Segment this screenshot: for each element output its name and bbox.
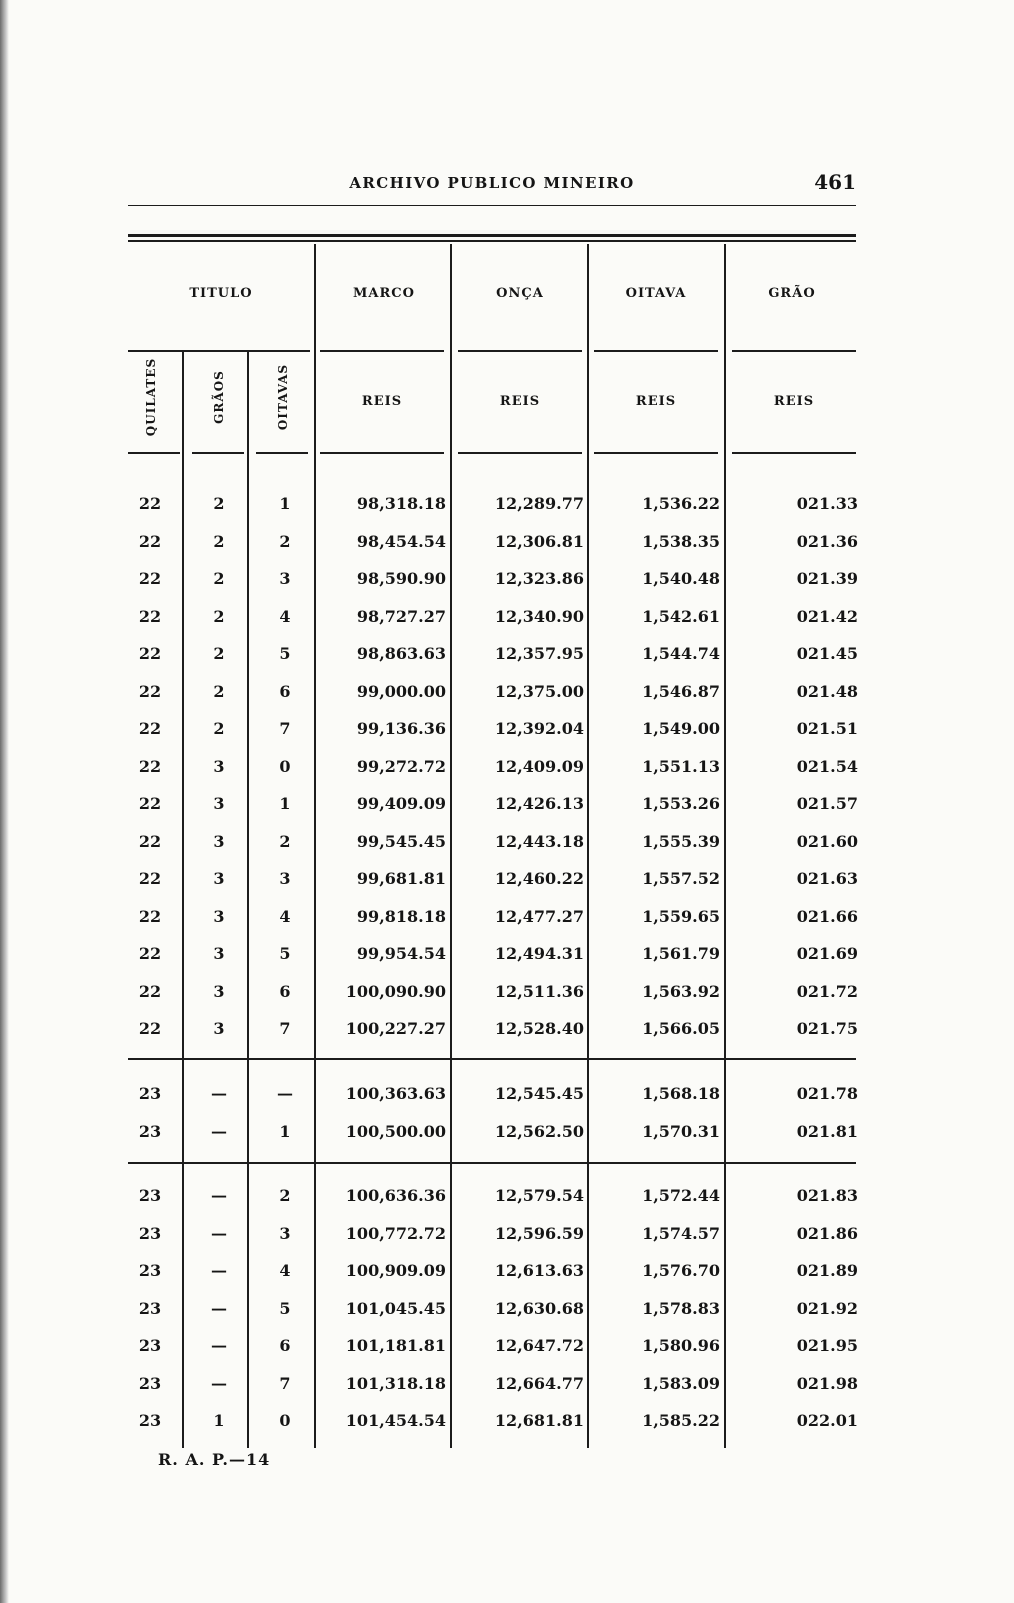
cell-oitavas: — bbox=[277, 1084, 293, 1103]
cell-grao-reis: 021.89 bbox=[796, 1261, 858, 1280]
cell-oitava-reis: 1,583.09 bbox=[642, 1373, 720, 1393]
cell-oitava-reis: 1,576.70 bbox=[642, 1261, 720, 1280]
cell-onca-reis: 12,545.45 bbox=[494, 1084, 584, 1103]
cell-onca-reis: 12,681.81 bbox=[494, 1411, 584, 1430]
cell-quilates: 22 bbox=[138, 719, 162, 738]
cell-oitavas: 7 bbox=[279, 1373, 291, 1393]
cell-graos: — bbox=[211, 1186, 227, 1205]
cell-onca-reis: 12,392.04 bbox=[494, 719, 584, 738]
cell-onca-reis: 12,647.72 bbox=[494, 1336, 584, 1355]
cell-oitava-reis: 1,580.96 bbox=[642, 1336, 720, 1355]
cell-oitavas: 5 bbox=[279, 944, 291, 963]
cell-marco-reis: 98,727.27 bbox=[356, 606, 446, 626]
cell-onca-reis: 12,511.36 bbox=[494, 981, 584, 1001]
running-title: ARCHIVO PUBLICO MINEIRO bbox=[349, 174, 635, 192]
cell-oitava-reis: 1,549.00 bbox=[642, 719, 720, 738]
cell-grao-reis: 021.54 bbox=[796, 756, 858, 776]
header-bottom-rule-2 bbox=[192, 452, 244, 454]
cell-graos: — bbox=[211, 1298, 227, 1318]
cell-onca-reis: 12,562.50 bbox=[494, 1121, 584, 1141]
cell-marco-reis: 98,863.63 bbox=[356, 644, 446, 663]
cell-grao-reis: 021.60 bbox=[796, 831, 858, 851]
cell-marco-reis: 99,000.00 bbox=[356, 681, 446, 701]
cell-graos: 2 bbox=[213, 531, 225, 551]
cell-quilates: 22 bbox=[138, 831, 162, 851]
cell-oitavas: 2 bbox=[279, 831, 291, 851]
cell-oitavas: 0 bbox=[279, 756, 291, 776]
cell-graos: 2 bbox=[213, 494, 225, 513]
cell-onca-reis: 12,494.31 bbox=[494, 944, 584, 963]
cell-marco-reis: 100,227.27 bbox=[345, 1019, 446, 1038]
cell-grao-reis: 021.95 bbox=[796, 1336, 858, 1355]
cell-oitavas: 6 bbox=[279, 1336, 291, 1355]
cell-marco-reis: 100,363.63 bbox=[345, 1084, 446, 1103]
cell-oitava-reis: 1,566.05 bbox=[642, 1019, 720, 1038]
cell-oitava-reis: 1,572.44 bbox=[642, 1186, 720, 1205]
subheader-reis-marco: REIS bbox=[361, 394, 403, 409]
cell-quilates: 23 bbox=[138, 1121, 162, 1141]
cell-graos: 2 bbox=[213, 569, 225, 588]
cell-quilates: 23 bbox=[138, 1084, 162, 1103]
cell-marco-reis: 100,500.00 bbox=[345, 1121, 446, 1141]
cell-grao-reis: 021.57 bbox=[796, 794, 858, 813]
group-rule-1 bbox=[128, 1058, 856, 1060]
cell-quilates: 23 bbox=[138, 1261, 162, 1280]
cell-graos: 3 bbox=[213, 1019, 225, 1038]
cell-marco-reis: 99,545.45 bbox=[356, 831, 446, 851]
header-marco: MARCO bbox=[353, 286, 415, 301]
cell-graos: 2 bbox=[213, 719, 225, 738]
cell-oitavas: 3 bbox=[279, 869, 291, 888]
cell-grao-reis: 021.36 bbox=[796, 531, 858, 551]
header-bottom-rule-5 bbox=[458, 452, 582, 454]
cell-onca-reis: 12,426.13 bbox=[494, 794, 584, 813]
cell-marco-reis: 99,136.36 bbox=[356, 719, 446, 738]
cell-grao-reis: 021.86 bbox=[796, 1223, 858, 1243]
cell-oitavas: 1 bbox=[279, 794, 291, 813]
header-bottom-rule-3 bbox=[256, 452, 308, 454]
cell-oitava-reis: 1,563.92 bbox=[642, 981, 720, 1001]
cell-oitavas: 4 bbox=[279, 1261, 291, 1280]
cell-marco-reis: 99,272.72 bbox=[356, 756, 446, 776]
cell-oitava-reis: 1,568.18 bbox=[642, 1084, 720, 1103]
header-bottom-rule-4 bbox=[320, 452, 444, 454]
header-bottom-rule-6 bbox=[594, 452, 718, 454]
cell-onca-reis: 12,289.77 bbox=[494, 494, 584, 513]
cell-quilates: 22 bbox=[138, 644, 162, 663]
cell-onca-reis: 12,340.90 bbox=[494, 606, 584, 626]
cell-grao-reis: 021.51 bbox=[796, 719, 858, 738]
cell-oitava-reis: 1,574.57 bbox=[642, 1223, 720, 1243]
cell-quilates: 22 bbox=[138, 869, 162, 888]
cell-oitava-reis: 1,544.74 bbox=[642, 644, 720, 663]
cell-quilates: 22 bbox=[138, 569, 162, 588]
cell-graos: — bbox=[211, 1121, 227, 1141]
cell-oitavas: 0 bbox=[279, 1411, 291, 1430]
cell-quilates: 22 bbox=[138, 981, 162, 1001]
cell-oitava-reis: 1,561.79 bbox=[642, 944, 720, 963]
cell-grao-reis: 021.72 bbox=[796, 981, 858, 1001]
column-rule-marco bbox=[450, 244, 452, 1448]
cell-oitava-reis: 1,559.65 bbox=[642, 906, 720, 926]
cell-oitava-reis: 1,555.39 bbox=[642, 831, 720, 851]
cell-oitavas: 7 bbox=[279, 719, 291, 738]
cell-graos: — bbox=[211, 1084, 227, 1103]
cell-onca-reis: 12,596.59 bbox=[494, 1223, 584, 1243]
cell-onca-reis: 12,306.81 bbox=[494, 531, 584, 551]
cell-graos: 3 bbox=[213, 831, 225, 851]
cell-grao-reis: 021.81 bbox=[796, 1121, 858, 1141]
cell-oitava-reis: 1,578.83 bbox=[642, 1298, 720, 1318]
cell-oitavas: 1 bbox=[279, 1121, 291, 1141]
cell-graos: 3 bbox=[213, 756, 225, 776]
cell-oitava-reis: 1,551.13 bbox=[642, 756, 720, 776]
header-bottom-rule-1 bbox=[128, 452, 180, 454]
cell-oitava-reis: 1,538.35 bbox=[642, 531, 720, 551]
cell-oitavas: 5 bbox=[279, 644, 291, 663]
cell-oitavas: 1 bbox=[279, 494, 291, 513]
cell-graos: 1 bbox=[213, 1411, 225, 1430]
cell-oitavas: 2 bbox=[279, 531, 291, 551]
cell-quilates: 23 bbox=[138, 1298, 162, 1318]
cell-onca-reis: 12,443.18 bbox=[494, 831, 584, 851]
cell-onca-reis: 12,323.86 bbox=[494, 569, 584, 588]
cell-oitavas: 3 bbox=[279, 1223, 291, 1243]
cell-graos: 3 bbox=[213, 794, 225, 813]
header-titulo: TITULO bbox=[189, 286, 253, 301]
cell-oitavas: 2 bbox=[279, 1186, 291, 1205]
cell-graos: — bbox=[211, 1373, 227, 1393]
cell-grao-reis: 021.33 bbox=[796, 494, 858, 513]
header-grao: GRÃO bbox=[768, 286, 816, 301]
page-number: 461 bbox=[814, 170, 856, 194]
cell-onca-reis: 12,579.54 bbox=[494, 1186, 584, 1205]
cell-graos: 2 bbox=[213, 606, 225, 626]
cell-quilates: 22 bbox=[138, 794, 162, 813]
cell-quilates: 22 bbox=[138, 906, 162, 926]
cell-oitavas: 5 bbox=[279, 1298, 291, 1318]
cell-oitava-reis: 1,540.48 bbox=[642, 569, 720, 588]
cell-grao-reis: 021.66 bbox=[796, 906, 858, 926]
cell-grao-reis: 021.92 bbox=[796, 1298, 858, 1318]
cell-marco-reis: 100,090.90 bbox=[345, 981, 446, 1001]
page-edge-shadow bbox=[0, 0, 9, 1603]
subheader-rule-onca bbox=[458, 350, 582, 352]
cell-graos: 3 bbox=[213, 869, 225, 888]
cell-grao-reis: 021.39 bbox=[796, 569, 858, 588]
subheader-oitavas: OITAVAS bbox=[276, 363, 290, 431]
subheader-quilates: QUILATES bbox=[144, 357, 158, 437]
cell-onca-reis: 12,375.00 bbox=[494, 681, 584, 701]
cell-quilates: 22 bbox=[138, 494, 162, 513]
cell-onca-reis: 12,613.63 bbox=[494, 1261, 584, 1280]
subheader-reis-grao: REIS bbox=[773, 394, 815, 409]
cell-grao-reis: 021.78 bbox=[796, 1084, 858, 1103]
cell-quilates: 23 bbox=[138, 1336, 162, 1355]
signature-mark: R. A. P.—14 bbox=[158, 1450, 271, 1469]
cell-marco-reis: 100,909.09 bbox=[345, 1261, 446, 1280]
cell-marco-reis: 99,409.09 bbox=[356, 794, 446, 813]
column-rule-oitava bbox=[724, 244, 726, 1448]
cell-grao-reis: 021.42 bbox=[796, 606, 858, 626]
cell-oitava-reis: 1,546.87 bbox=[642, 681, 720, 701]
cell-graos: 3 bbox=[213, 944, 225, 963]
cell-oitava-reis: 1,557.52 bbox=[642, 869, 720, 888]
cell-grao-reis: 021.75 bbox=[796, 1019, 858, 1038]
cell-graos: — bbox=[211, 1336, 227, 1355]
cell-quilates: 22 bbox=[138, 944, 162, 963]
cell-marco-reis: 100,772.72 bbox=[345, 1223, 446, 1243]
cell-oitava-reis: 1,542.61 bbox=[642, 606, 720, 626]
cell-marco-reis: 98,454.54 bbox=[356, 531, 446, 551]
column-rule-graos bbox=[247, 352, 249, 1448]
cell-marco-reis: 101,454.54 bbox=[345, 1411, 446, 1430]
cell-quilates: 23 bbox=[138, 1411, 162, 1430]
cell-quilates: 22 bbox=[138, 1019, 162, 1038]
cell-oitava-reis: 1,553.26 bbox=[642, 794, 720, 813]
cell-onca-reis: 12,357.95 bbox=[494, 644, 584, 663]
cell-oitava-reis: 1,570.31 bbox=[642, 1121, 720, 1141]
cell-graos: 2 bbox=[213, 644, 225, 663]
cell-onca-reis: 12,409.09 bbox=[494, 756, 584, 776]
cell-marco-reis: 98,590.90 bbox=[356, 569, 446, 588]
cell-grao-reis: 021.45 bbox=[796, 644, 858, 663]
cell-grao-reis: 021.83 bbox=[796, 1186, 858, 1205]
cell-grao-reis: 021.48 bbox=[796, 681, 858, 701]
cell-grao-reis: 021.98 bbox=[796, 1373, 858, 1393]
cell-graos: 3 bbox=[213, 906, 225, 926]
subheader-rule-oitava bbox=[594, 350, 718, 352]
subheader-graos: GRÃOS bbox=[212, 370, 226, 424]
cell-marco-reis: 100,636.36 bbox=[345, 1186, 446, 1205]
cell-quilates: 22 bbox=[138, 606, 162, 626]
cell-oitavas: 6 bbox=[279, 681, 291, 701]
header-onca: ONÇA bbox=[496, 286, 544, 301]
cell-marco-reis: 99,954.54 bbox=[356, 944, 446, 963]
cell-graos: — bbox=[211, 1261, 227, 1280]
cell-quilates: 23 bbox=[138, 1223, 162, 1243]
group-rule-2 bbox=[128, 1162, 856, 1164]
cell-onca-reis: 12,460.22 bbox=[494, 869, 584, 888]
cell-marco-reis: 101,045.45 bbox=[345, 1298, 446, 1318]
cell-oitavas: 7 bbox=[279, 1019, 291, 1038]
cell-grao-reis: 021.69 bbox=[796, 944, 858, 963]
column-rule-quilates bbox=[182, 352, 184, 1448]
cell-quilates: 22 bbox=[138, 756, 162, 776]
cell-graos: — bbox=[211, 1223, 227, 1243]
column-rule-titulo bbox=[314, 244, 316, 1448]
cell-graos: 3 bbox=[213, 981, 225, 1001]
cell-marco-reis: 98,318.18 bbox=[356, 494, 446, 513]
cell-marco-reis: 99,818.18 bbox=[356, 906, 446, 926]
cell-grao-reis: 022.01 bbox=[796, 1411, 858, 1430]
subheader-rule-grao bbox=[732, 350, 856, 352]
cell-marco-reis: 101,318.18 bbox=[345, 1373, 446, 1393]
cell-onca-reis: 12,528.40 bbox=[494, 1019, 584, 1038]
table-top-rule bbox=[128, 234, 856, 237]
cell-quilates: 23 bbox=[138, 1373, 162, 1393]
cell-oitava-reis: 1,536.22 bbox=[642, 494, 720, 513]
cell-oitavas: 4 bbox=[279, 906, 291, 926]
subheader-reis-oitava: REIS bbox=[635, 394, 677, 409]
table-top-rule-thin bbox=[128, 240, 856, 242]
cell-marco-reis: 99,681.81 bbox=[356, 869, 446, 888]
page-header bbox=[128, 170, 856, 200]
subheader-rule-marco bbox=[320, 350, 444, 352]
header-bottom-rule-7 bbox=[732, 452, 856, 454]
cell-onca-reis: 12,664.77 bbox=[494, 1373, 584, 1393]
cell-oitavas: 3 bbox=[279, 569, 291, 588]
cell-grao-reis: 021.63 bbox=[796, 869, 858, 888]
cell-oitavas: 4 bbox=[279, 606, 291, 626]
cell-quilates: 22 bbox=[138, 681, 162, 701]
header-oitava: OITAVA bbox=[625, 286, 687, 301]
cell-oitavas: 6 bbox=[279, 981, 291, 1001]
cell-quilates: 23 bbox=[138, 1186, 162, 1205]
cell-marco-reis: 101,181.81 bbox=[345, 1336, 446, 1355]
subheader-reis-onca: REIS bbox=[499, 394, 541, 409]
cell-graos: 2 bbox=[213, 681, 225, 701]
cell-onca-reis: 12,630.68 bbox=[494, 1298, 584, 1318]
cell-oitava-reis: 1,585.22 bbox=[642, 1411, 720, 1430]
header-rule bbox=[128, 205, 856, 206]
cell-onca-reis: 12,477.27 bbox=[494, 906, 584, 926]
cell-quilates: 22 bbox=[138, 531, 162, 551]
column-rule-onca bbox=[587, 244, 589, 1448]
